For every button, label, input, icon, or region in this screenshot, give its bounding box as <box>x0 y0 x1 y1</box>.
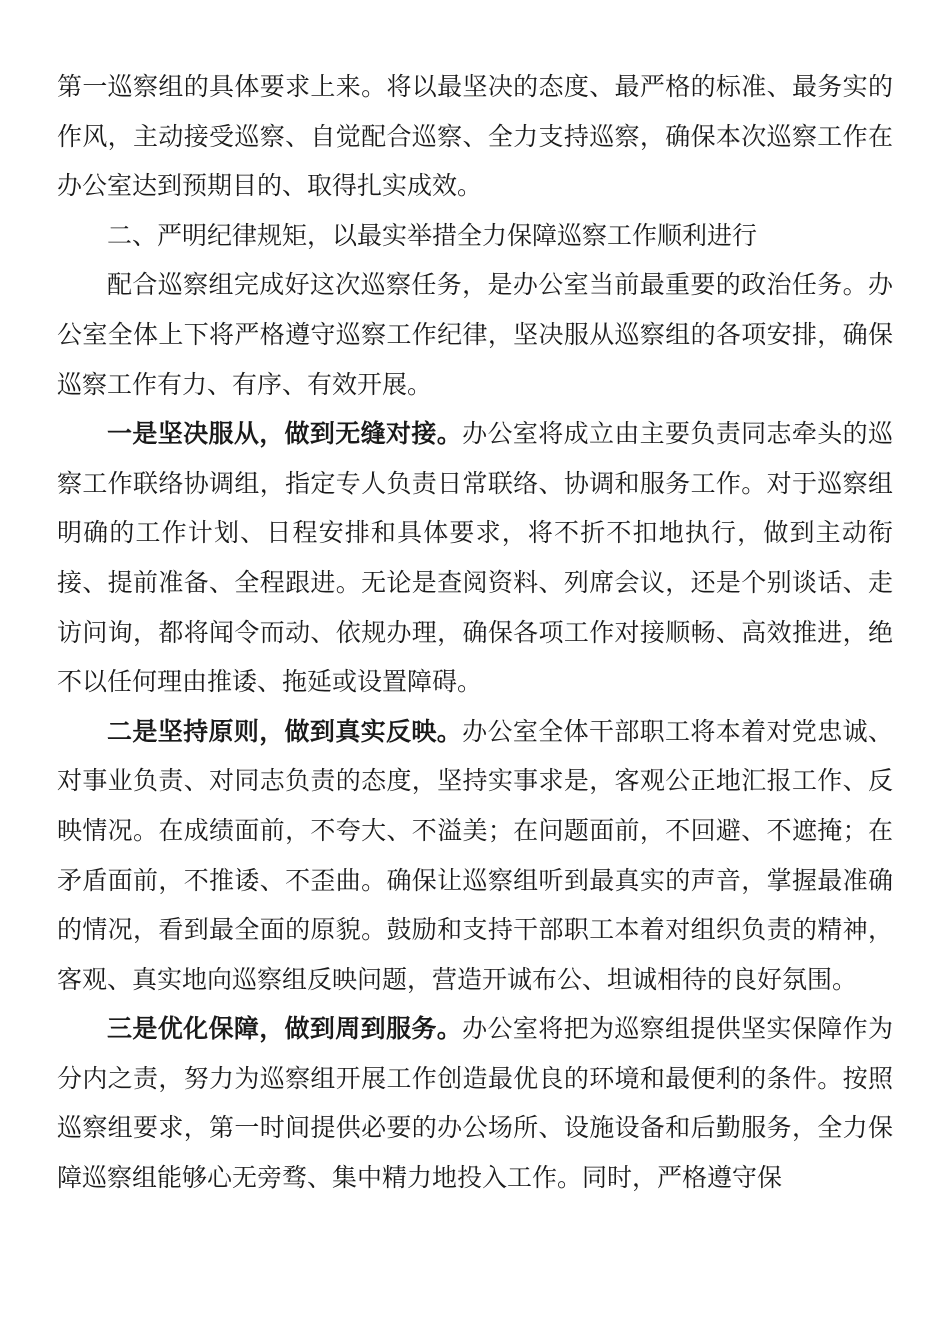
paragraph-text: 办公室将成立由主要负责同志牵头的巡察工作联络协调组，指定专人负责日常联络、协调和服务工作。对于巡察组明确的工作计划、日程安排和具体要求，将不折不扣地执行，做到主动衔接、提前准备、全程跟进。无论是查阅资料、列席会议，还是个别谈话、走访问询，都将闻令而动、依规办理，确保各项工作对接顺畅、高效推进，绝不以任何理由推诿、拖延或设置障碍。 <box>57 419 893 697</box>
paragraph-text: 配合巡察组完成好这次巡察任务，是办公室当前最重要的政治任务。办公室全体上下将严格遵守巡察工作纪律，坚决服从巡察组的各项安排，确保巡察工作有力、有序、有效开展。 <box>57 270 893 399</box>
paragraph-continuation <box>57 62 893 211</box>
paragraph-text: 第一巡察组的具体要求上来。将以最坚决的态度、最严格的标准、最务实的作风，主动接受巡察、自觉配合巡察、全力支持巡察，确保本次巡察工作在办公室达到预期目的、取得扎实成效。 <box>57 72 893 201</box>
point-lead: 三是优化保障，做到周到服务。 <box>107 1014 463 1044</box>
document-page <box>57 62 893 1203</box>
paragraph-point-1 <box>57 409 893 707</box>
point-lead: 一是坚决服从，做到无缝对接。 <box>107 419 463 449</box>
paragraph-text: 办公室将把为巡察组提供坚实保障作为分内之责，努力为巡察组开展工作创造最优良的环境和最便利的条件。按照巡察组要求，第一时间提供必要的办公场所、设施设备和后勤服务，全力保障巡察组能够心无旁骛、集中精力地投入工作。同时，严格遵守保 <box>57 1014 893 1193</box>
paragraph-text: 办公室全体干部职工将本着对党忠诚、对事业负责、对同志负责的态度，坚持实事求是，客观公正地汇报工作、反映情况。在成绩面前，不夸大、不溢美；在问题面前，不回避、不遮掩；在矛盾面前，不推诿、不歪曲。确保让巡察组听到最真实的声音，掌握最准确的情况，看到最全面的原貌。鼓励和支持干部职工本着对组织负责的精神，客观、真实地向巡察组反映问题，营造开诚布公、坦诚相待的良好氛围。 <box>57 716 893 994</box>
paragraph-point-3 <box>57 1004 893 1202</box>
section-heading <box>57 211 893 261</box>
paragraph-intro <box>57 260 893 409</box>
point-lead: 二是坚持原则，做到真实反映。 <box>107 716 463 746</box>
section-heading-text: 二、严明纪律规矩，以最实举措全力保障巡察工作顺利进行 <box>107 220 758 250</box>
paragraph-point-2 <box>57 707 893 1005</box>
